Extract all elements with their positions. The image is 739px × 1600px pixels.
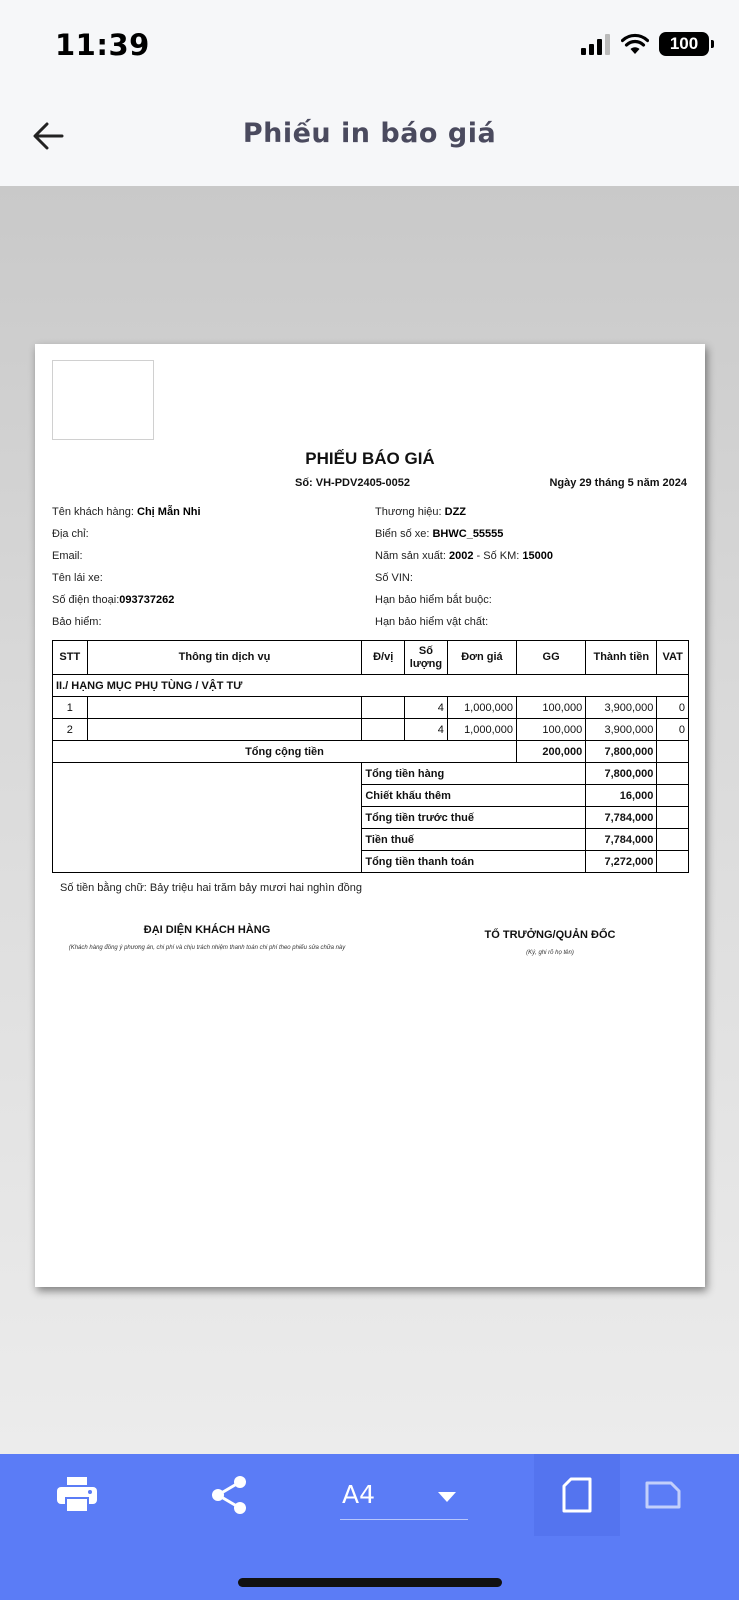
section-title: II./ HẠNG MỤC PHỤ TÙNG / VẬT TƯ: [53, 675, 689, 697]
table-header: Đơn giá: [447, 641, 516, 675]
document-title: PHIẾU BÁO GIÁ: [305, 449, 435, 468]
cell-service: [87, 719, 362, 741]
summary-value: 7,272,000: [586, 851, 657, 873]
license-plate: Biển số xe: BHWC_55555: [375, 528, 504, 540]
total-label: Tổng cộng tiền: [53, 741, 517, 763]
summary-label: Tổng tiền hàng: [362, 763, 586, 785]
cell-discount: 100,000: [517, 719, 586, 741]
cell-service: [87, 697, 362, 719]
logo-placeholder: [52, 360, 154, 440]
address: Địa chỉ:: [52, 528, 89, 540]
home-indicator: [238, 1578, 502, 1587]
customer-signature-note: (Khách hàng đồng ý phương án, chi phí và chịu trách nhiệm thanh toán chi phí theo phiếu sửa chữa này: [68, 945, 346, 951]
manager-signature-block: [415, 929, 685, 957]
print-button[interactable]: [40, 1454, 114, 1536]
cell-price: 1,000,000: [447, 697, 516, 719]
landscape-icon: [645, 1481, 681, 1509]
total-amount: 7,800,000: [586, 741, 657, 763]
total-vat: [657, 741, 689, 763]
cell-stt: 1: [53, 697, 88, 719]
section-row: [53, 675, 689, 697]
signal-icon: [581, 33, 611, 55]
status-icons: [581, 32, 709, 56]
table-row: [53, 719, 689, 741]
dropdown-arrow-icon: [438, 1492, 456, 1502]
battery-icon: 100: [659, 32, 709, 56]
manager-signature-title: TỔ TRƯỞNG/QUẢN ĐỐC: [484, 929, 616, 941]
table-header: Thành tiền: [586, 641, 657, 675]
cell-qty: 4: [405, 697, 448, 719]
table-header: STT: [53, 641, 88, 675]
summary-value: 16,000: [586, 785, 657, 807]
driver-name: Tên lái xe:: [52, 572, 103, 584]
customer-name: Tên khách hàng: Chị Mẫn Nhi: [52, 506, 201, 518]
table-header-row: [53, 641, 689, 675]
insurance: Bảo hiểm:: [52, 616, 102, 628]
table-header: VAT: [657, 641, 689, 675]
vin: Số VIN:: [375, 572, 413, 584]
document-number: Số: VH-PDV2405-0052: [295, 477, 410, 489]
cell-amount: 3,900,000: [586, 697, 657, 719]
status-time: 11:39: [55, 28, 150, 62]
cell-vat: 0: [657, 719, 689, 741]
quote-table: [52, 640, 689, 873]
landscape-orientation-button[interactable]: [628, 1454, 698, 1536]
quote-document: [35, 344, 705, 1287]
customer-signature-title: ĐẠI DIỆN KHÁCH HÀNG: [143, 924, 271, 936]
summary-label: Tổng tiền trước thuế: [362, 807, 586, 829]
print-preview-area[interactable]: [0, 186, 739, 1454]
amount-in-words: Số tiền bằng chữ: Bảy triệu hai trăm bảy mươi hai nghìn đồng: [60, 882, 363, 894]
paper-size-select[interactable]: [340, 1472, 468, 1520]
cell-unit: [362, 697, 405, 719]
total-discount: 200,000: [517, 741, 586, 763]
material-insurance: Hạn bảo hiểm vật chất:: [375, 616, 489, 628]
table-header: Đ/vị: [362, 641, 405, 675]
document-date: Ngày 29 tháng 5 năm 2024: [549, 477, 687, 489]
brand: Thương hiệu: DZZ: [375, 506, 467, 518]
share-icon: [211, 1476, 247, 1514]
cell-unit: [362, 719, 405, 741]
portrait-icon: [562, 1477, 592, 1513]
page-title: Phiếu in báo giá: [242, 118, 497, 149]
cell-price: 1,000,000: [447, 719, 516, 741]
phone-number: Số điện thoại:093737262: [52, 594, 175, 606]
email: Email:: [52, 550, 83, 562]
cell-qty: 4: [405, 719, 448, 741]
mandatory-insurance: Hạn bảo hiểm bắt buộc:: [375, 594, 492, 606]
print-icon: [57, 1477, 97, 1513]
paper-size-value: A4: [342, 1480, 376, 1509]
status-bar: [0, 0, 739, 90]
cell-discount: 100,000: [517, 697, 586, 719]
summary-label: Chiết khấu thêm: [362, 785, 586, 807]
summary-label: Tổng tiền thanh toán: [362, 851, 586, 873]
summary-value: 7,800,000: [586, 763, 657, 785]
total-row: [53, 741, 689, 763]
manager-signature-note: (Ký, ghi rõ họ tên): [526, 950, 574, 956]
table-header: GG: [517, 641, 586, 675]
portrait-orientation-button[interactable]: [534, 1454, 620, 1536]
cell-stt: 2: [53, 719, 88, 741]
summary-blank: [53, 763, 362, 873]
table-row: [53, 697, 689, 719]
wifi-icon: [621, 33, 649, 55]
share-button[interactable]: [192, 1454, 266, 1536]
summary-row: [53, 763, 689, 785]
summary-label: Tiền thuế: [362, 829, 586, 851]
customer-signature-block: [52, 924, 362, 952]
table-header: Thông tin dịch vụ: [87, 641, 362, 675]
table-header: Số lượng: [405, 641, 448, 675]
summary-value: 7,784,000: [586, 807, 657, 829]
app-header: [0, 90, 739, 186]
cell-amount: 3,900,000: [586, 719, 657, 741]
cell-vat: 0: [657, 697, 689, 719]
summary-value: 7,784,000: [586, 829, 657, 851]
year-km: Năm sản xuất: 2002 - Số KM: 15000: [375, 550, 553, 562]
